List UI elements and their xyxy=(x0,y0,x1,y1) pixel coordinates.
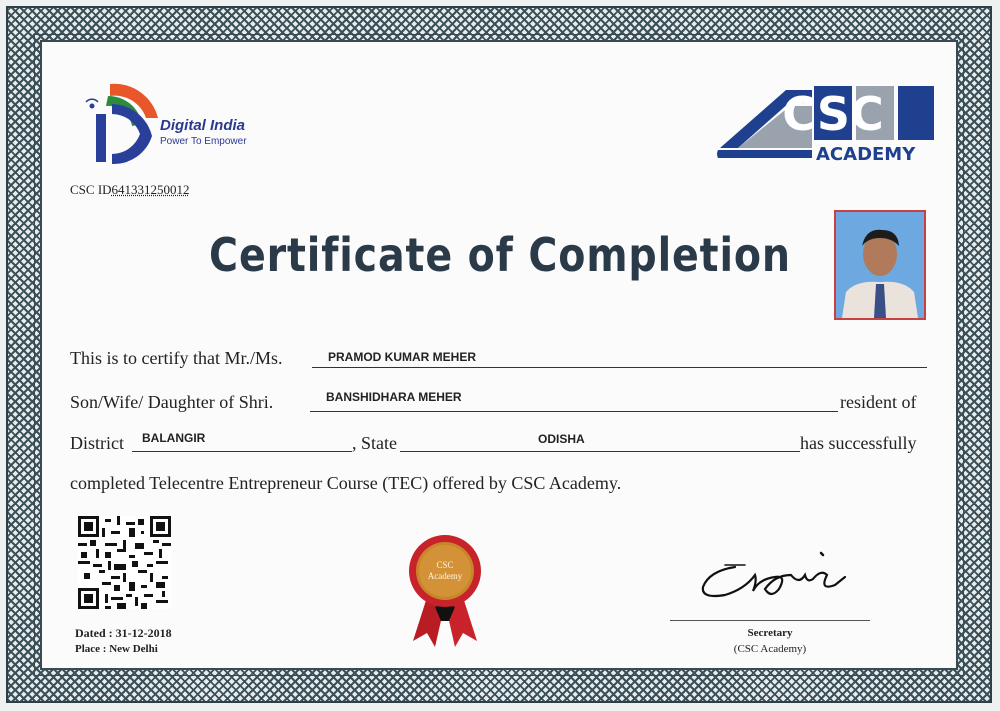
csc-academy-seal-icon xyxy=(405,533,485,653)
csc-id xyxy=(70,182,190,198)
secretary-label: Secretary xyxy=(747,627,793,639)
digital-india-name: Digital India xyxy=(160,117,246,134)
recipient-name: PRAMOD KUMAR MEHER xyxy=(328,350,476,364)
seal-line1: CSC xyxy=(436,560,454,570)
state-label: , State xyxy=(352,433,397,453)
district-underline xyxy=(132,451,352,452)
certify-prefix: This is to certify that Mr./Ms. xyxy=(70,348,283,368)
state-underline xyxy=(400,451,800,452)
secretary-org: (CSC Academy) xyxy=(733,643,807,655)
signature-line xyxy=(670,620,870,621)
resident-of-text: resident of xyxy=(840,392,917,412)
qr-code xyxy=(78,516,171,609)
state-value: ODISHA xyxy=(538,432,585,446)
district-label: District xyxy=(70,433,124,453)
certificate-title: Certificate of Completion xyxy=(209,228,791,282)
digital-india-tagline: Power To Empower xyxy=(160,136,247,147)
parent-name: BANSHIDHARA MEHER xyxy=(326,390,462,404)
parent-underline xyxy=(310,411,838,412)
seal-line2: Academy xyxy=(427,571,463,581)
parent-prefix: Son/Wife/ Daughter of Shri. xyxy=(70,392,274,412)
secretary-signature xyxy=(695,545,855,610)
csc-academy-logo xyxy=(716,78,936,166)
csc-id-value: 641331250012 xyxy=(111,182,190,197)
issue-date: Dated : 31-12-2018 xyxy=(75,626,172,640)
name-underline xyxy=(312,367,927,368)
csc-academy-word: ACADEMY xyxy=(816,144,916,165)
csc-id-label: CSC ID xyxy=(70,182,112,197)
successfully-text: has successfully xyxy=(800,433,917,453)
district-value: BALANGIR xyxy=(142,431,206,445)
issue-place: Place : New Delhi xyxy=(75,643,158,655)
course-statement: completed Telecentre Entrepreneur Course (TEC) offered by CSC Academy. xyxy=(70,473,622,493)
csc-letter-c1: CSC xyxy=(782,87,884,141)
